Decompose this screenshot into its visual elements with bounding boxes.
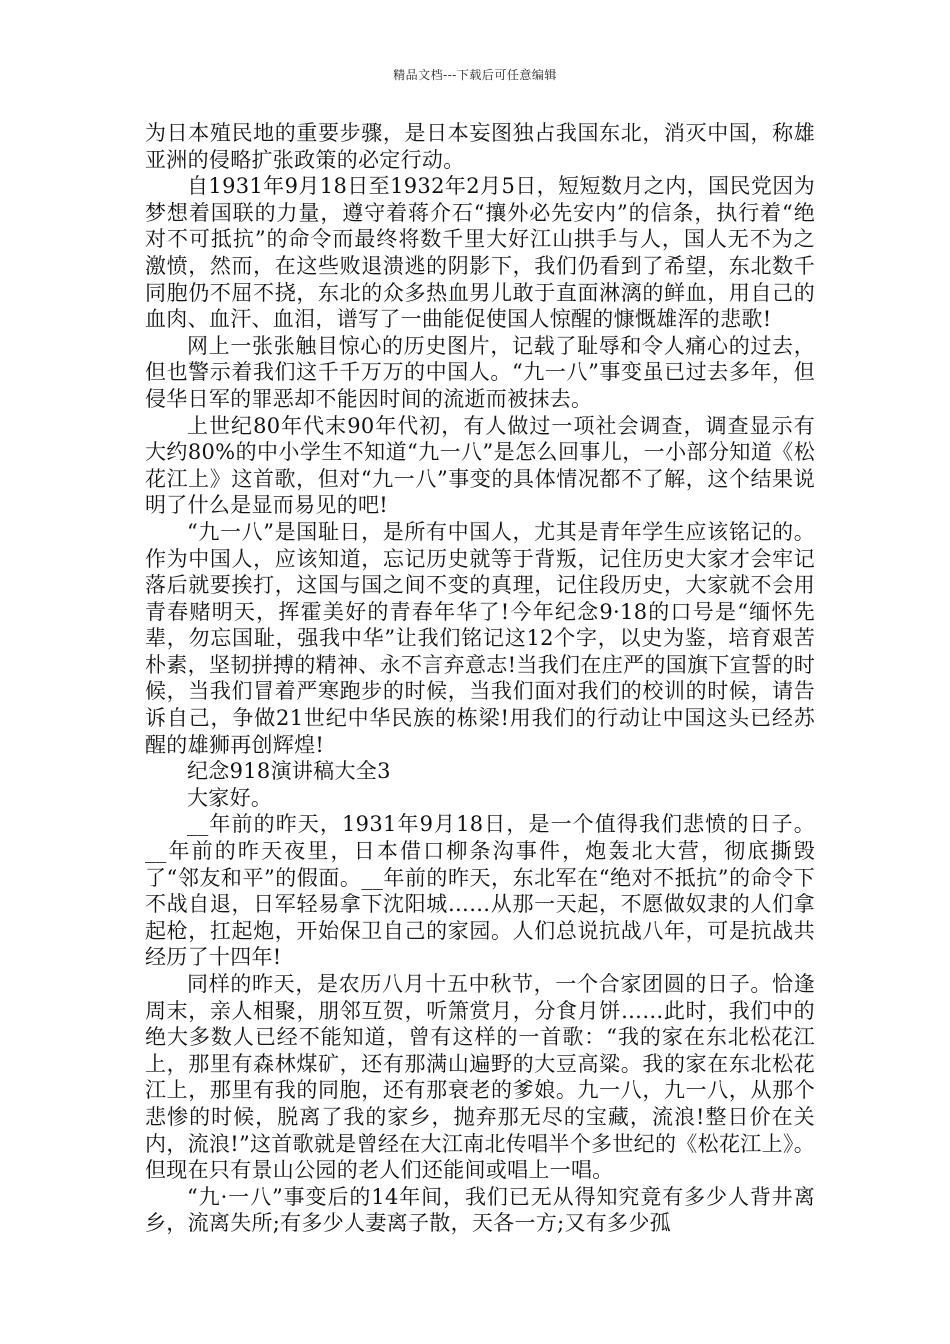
paragraph: 同样的昨天，是农历八月十五中秋节，一个合家团圆的日子。恰逢周末，亲人相聚，朋邻互贺，听箫赏月，分食月饼……此时，我们中的绝大多数人已经不能知道，曾有这样的一首歌：“我的家在东北松花江上，那里有森林煤矿，还有那满山遍野的大豆高粱。我的家在东北松花江上，那里有我的同胞，还有那衰老的爹娘。九一八，九一八，从那个悲惨的时候，脱离了我的家乡，抛弃那无尽的宝藏，流浪!整日价在关内，流浪!”这首歌就是曾经在大江南北传唱半个多世纪的《松花江上》。但现在只有景山公园的老人们还能间或唱上一唱。 xyxy=(145,972,815,1183)
paragraph: __年前的昨天，1931年9月18日，是一个值得我们悲愤的日子。__年前的昨天夜里，日本借口柳条沟事件，炮轰北大营，彻底撕毁了“邻友和平”的假面。__年前的昨天，东北军在“绝对不抵抗”的命令下不战自退，日军轻易拿下沈阳城……从那一天起，不愿做奴隶的人们拿起枪，扛起炮，开始保卫自己的家园。人们总说抗战八年，可是抗战共经历了十四年! xyxy=(145,812,815,970)
paragraph: 上世纪80年代末90年代初，有人做过一项社会调查，调查显示有大约80%的中小学生不知道“九一八”是怎么回事儿，一小部分知道《松花江上》这首歌，但对“九一八”事变的具体情况都不了解，这个结果说明了什么是显而易见的吧! xyxy=(145,413,815,518)
page-header: 精品文档---下载后可任意编辑 xyxy=(393,68,557,82)
document-body xyxy=(145,120,815,1237)
paragraph: “九一八”是国耻日，是所有中国人，尤其是青年学生应该铭记的。作为中国人，应该知道，忘记历史就等于背叛，记住历史大家才会牢记落后就要挨打，这国与国之间不变的真理，记住段历史，大家就不会用青春赌明天，挥霍美好的青春年华了!今年纪念9·18的口号是“缅怀先辈，勿忘国耻，强我中华”让我们铭记这12个字，以史为鉴，培育艰苦朴素，坚韧拼搏的精神、永不言弃意志!当我们在庄严的国旗下宣誓的时候，当我们冒着严寒跑步的时候，当我们面对我们的校训的时候，请告诉自己，争做21世纪中华民族的栋梁!用我们的行动让中国这头已经苏醒的雄狮再创辉煌! xyxy=(145,519,815,757)
section-heading: 纪念918演讲稿大全3 xyxy=(187,759,391,784)
paragraph: 网上一张张触目惊心的历史图片，记载了耻辱和令人痛心的过去，但也警示着我们这千千万万的中国人。“九一八”事变虽已过去多年，但侵华日军的罪恶却不能因时间的流逝而被抹去。 xyxy=(145,333,815,411)
paragraph: 自1931年9月18日至1932年2月5日，短短数月之内，国民党因为梦想着国联的力量，遵守着蒋介石“攘外必先安内”的信条，执行着“绝对不可抵抗”的命令而最终将数千里大好江山拱手与人，国人无不为之激愤，然而，在这些败退溃逃的阴影下，我们仍看到了希望，东北数千同胞仍不屈不挠，东北的众多热血男儿敢于直面淋漓的鲜血，用自己的血肉、血汗、血泪，谱写了一曲能促使国人惊醒的慷慨雄浑的悲歌! xyxy=(145,174,815,332)
paragraph: “九·一八”事变后的14年间，我们已无从得知究竟有多少人背井离乡，流离失所;有多少人妻离子散，天各一方;又有多少孤 xyxy=(145,1184,815,1236)
greeting-line: 大家好。 xyxy=(187,785,273,810)
paragraph-continuation: 为日本殖民地的重要步骤，是日本妄图独占我国东北，消灭中国，称雄亚洲的侵略扩张政策的必定行动。 xyxy=(145,121,815,172)
